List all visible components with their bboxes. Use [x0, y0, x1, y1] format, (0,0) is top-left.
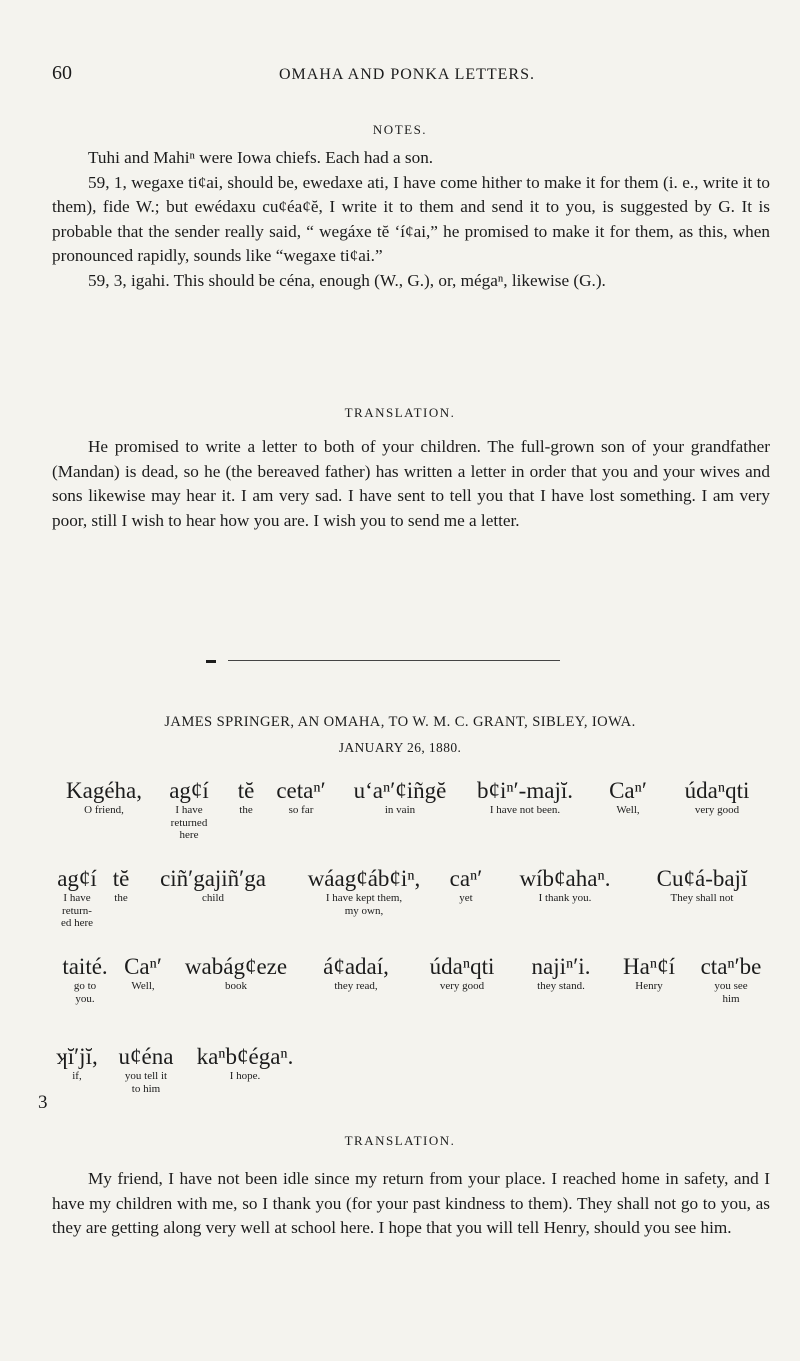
- running-header: [52, 62, 762, 86]
- interlinear-word: Kagéha, O friend,: [66, 778, 142, 816]
- interlinear-word: Caⁿ′ Well,: [124, 954, 162, 992]
- interlinear-word: agȼí I have returned here: [169, 778, 209, 841]
- interlinear-line-3: [0, 954, 800, 1024]
- interlinear-word: wabágȼeze book: [184, 954, 288, 992]
- interlinear-word: ciñ′gajiñ′ga child: [160, 866, 266, 904]
- translation-paragraph-2: My friend, I have not been idle since my return from your place. I reached home in safety, and I have my children with me, so I thank you (for your past kindness to them). They shall not go to you, as they are getting along very well at school here. I hope that you will tell Henry, should you see him.: [52, 1169, 770, 1238]
- interlinear-word: údaⁿqti very good: [684, 778, 750, 816]
- translation-paragraph-1: He promised to write a letter to both of your children. The full-grown son of your grandfather (Mandan) is dead, so he (the bereaved father) has written a letter in order that you and your wives and sons likewise may hear it. I am very sad. I have sent to tell you that I have lost something. I am very poor, still I wish to hear how you are. I wish you to send me a letter.: [52, 437, 770, 530]
- section-divider: [228, 660, 560, 661]
- interlinear-word: Cuȼá-bajĭ They shall not: [656, 866, 748, 904]
- note-paragraph-1: Tuhi and Mahiⁿ were Iowa chiefs. Each had a son.: [88, 148, 434, 167]
- interlinear-word: ctaⁿ′be you see him: [700, 954, 762, 1005]
- interlinear-word: Caⁿ′ Well,: [609, 778, 647, 816]
- interlinear-word: agȼí I have return- ed here: [57, 866, 97, 929]
- interlinear-word: bȼiⁿ′-majĭ. I have not been.: [477, 778, 573, 816]
- interlinear-line-2: [0, 866, 800, 936]
- letter-date: JANUARY 26, 1880.: [338, 740, 462, 755]
- interlinear-word: tĕ the: [112, 866, 130, 904]
- note-paragraph-3: 59, 3, igahi. This should be céna, enough (W., G.), or, mégaⁿ, likewise (G.).: [88, 270, 606, 290]
- interlinear-word: uȼéna you tell it to him: [118, 1044, 174, 1095]
- interlinear-word: wíbȼahaⁿ. I thank you.: [519, 866, 611, 904]
- interlinear-word: ʞĭ′jĭ, if,: [56, 1044, 98, 1082]
- interlinear-word: tĕ the: [237, 778, 255, 816]
- interlinear-word: cetaⁿ′ so far: [276, 778, 326, 816]
- interlinear-word: wáagȼábȼiⁿ, I have kept them, my own,: [307, 866, 421, 917]
- interlinear-word: Haⁿȼí Henry: [623, 954, 675, 992]
- letter-title: JAMES SPRINGER, AN OMAHA, TO W. M. C. GRANT, SIBLEY, IOWA.: [164, 714, 636, 730]
- line-number: 3: [38, 1092, 48, 1113]
- interlinear-line-1: [0, 778, 800, 848]
- running-title: OMAHA AND PONKA LETTERS.: [278, 66, 535, 83]
- interlinear-word: caⁿ′ yet: [449, 866, 483, 904]
- interlinear-word: údaⁿqti very good: [429, 954, 495, 992]
- rule-ornament: ▬: [206, 655, 216, 666]
- interlinear-word: kaⁿbȼégaⁿ. I hope.: [196, 1044, 294, 1082]
- interlinear-word: u‘aⁿ′ȼiñgĕ in vain: [353, 778, 447, 816]
- interlinear-word: najiⁿ′i. they stand.: [531, 954, 591, 992]
- translation-heading-1: TRANSLATION.: [344, 405, 456, 420]
- translation-heading-2: TRANSLATION.: [344, 1133, 456, 1148]
- page-number: 60: [52, 62, 72, 84]
- note-paragraph-2: 59, 1, wegaxe tiȼai, should be, ewedaxe ati, I have come hither to make it for them (i. e., write it to them), fide W.; but ewédaxu cuȼéaȼĕ, I write it to them and send it to you, is suggested by G. It is probable that the sender really said, “ wegáxe tĕ ‘íȼai,” he promised to make it for them, as this, when pronounced rapidly, sounds like “wegaxe tiȼai.”: [52, 172, 770, 266]
- translation-body-1: [52, 435, 770, 533]
- notes-heading: NOTES.: [372, 122, 428, 137]
- interlinear-word: taité. go to you.: [62, 954, 108, 1005]
- translation-body-2: [52, 1167, 770, 1241]
- interlinear-line-4: [0, 1044, 800, 1104]
- interlinear-word: áȼadaí, they read,: [323, 954, 389, 992]
- notes-body: [52, 146, 770, 294]
